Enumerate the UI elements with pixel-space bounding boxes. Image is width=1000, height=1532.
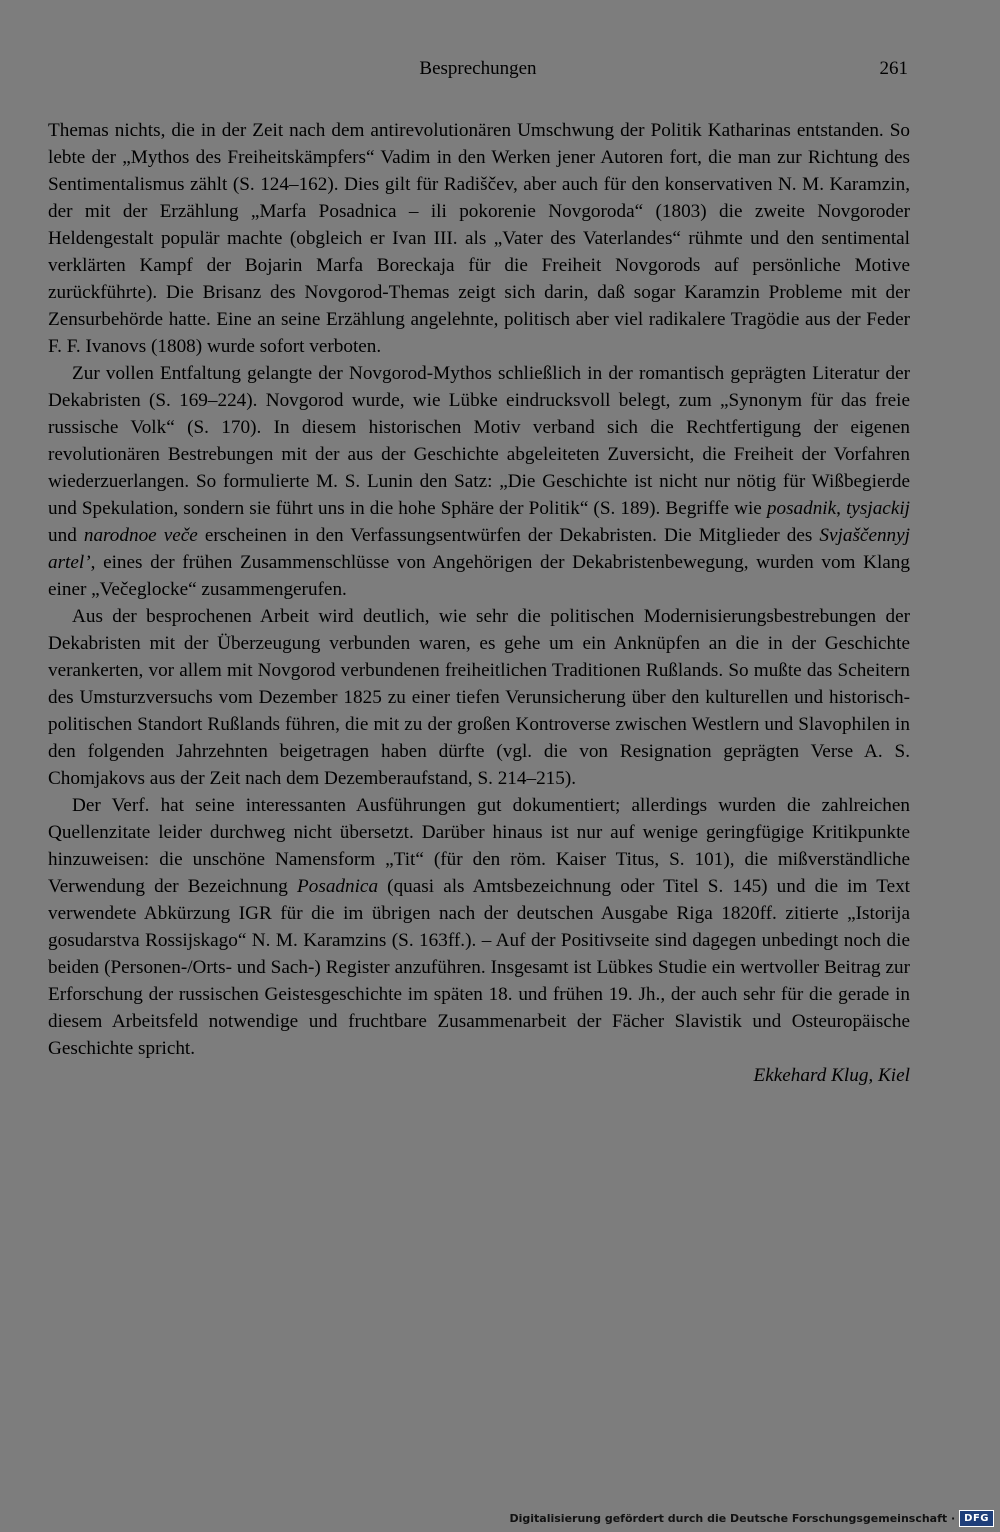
credit-text: Digitalisierung gefördert durch die Deutsche Forschungsgemeinschaft · [509,1511,956,1525]
paragraph-4-text-b: (quasi als Amtsbezeichnung oder Titel S. 145) und die im Text verwendete Abkürzung IGR für die im übrigen nach der deutschen Ausgabe Riga 1820ff. zitierte „Istorija gosudarstva Rossijskago“ N. M. Karamzins (S. 163ff.). – Auf der Positivseite sind dagegen unbedingt noch die beiden (Personen-/Orts- und Sach-) Register anzuführen. Insgesamt ist Lübkes Studie ein wertvoller Beitrag zur Erforschung der russischen Geistesgeschichte im späten 18. und frühen 19. Jh., der auch sehr für die gerade in diesem Arbeitsfeld notwendige und fruchtbare Zusammenarbeit der Fächer Slavistik und Osteuropäische Geschichte spricht. [48,876,911,1059]
review-body [48,117,910,1089]
paragraph-4-text-a: Der Verf. hat seine interessanten Ausführungen gut dokumentiert; allerdings wurden die zahlreichen Quellenzitate leider durchweg nicht übersetzt. Darüber hinaus ist nur auf wenige geringfügige Kritikpunkte hinzuweisen: die unschöne Namensform „Tit“ (für den röm. Kaiser Titus, S. 101), die mißverständliche Verwendung der Bezeichnung [48,795,910,897]
page-number: 261 [879,58,908,79]
term-posadnica: Posadnica [297,876,379,897]
paragraph-4 [48,792,910,1062]
term-svjashchennyj-artel: Svjaščennyj artel’ [48,525,910,573]
reviewer-signature: Ekkehard Klug, Kiel [753,1065,910,1086]
separator: und [48,525,84,546]
term-tysjackij: tysjackij [846,498,910,519]
digitization-credit [509,1508,994,1528]
paragraph-3: Aus der besprochenen Arbeit wird deutlich, wie sehr die politischen Modernisierungsbestrebungen der Dekabristen mit der Überzeugung verbunden waren, es gehe um ein Anknüpfen an die in der Geschichte verankerten, vor allem mit Novgorod verbundenen freiheitlichen Traditionen Rußlands. So mußte das Scheitern des Umsturzversuchs vom Dezember 1825 zu einer tiefen Verunsicherung über den kulturellen und historisch-politischen Standort Rußlands führen, die mit zu der großen Kontroverse zwischen Westlern und Slavophilen in den folgenden Jahrzehnten beigetragen haben dürfte (vgl. die von Resignation geprägten Verse A. S. Chomjakovs aus der Zeit nach dem Dezemberaufstand, S. 214–215). [48,606,910,789]
paragraph-2-text-c: , eines der frühen Zusammenschlüsse von Angehörigen der Dekabristenbewegung, wurden vom Klang einer „Večeglocke“ zusammengerufen. [48,552,910,600]
running-head [48,58,908,88]
term-narodnoe-veche: narodnoe veče [83,525,198,546]
paragraph-2-text-b: erscheinen in den Verfassungsentwürfen der Dekabristen. Die Mitglieder des [197,525,820,546]
paragraph-2 [48,360,910,603]
separator: , [836,498,847,519]
paragraph-1: Themas nichts, die in der Zeit nach dem antirevolutionären Umschwung der Politik Katharinas entstanden. So lebte der „Mythos des Freiheitskämpfers“ Vadim in den Werken jener Autoren fort, die man zur Richtung des Sentimentalismus zählt (S. 124–162). Dies gilt für Radiščev, aber auch für den konservativen N. M. Karamzin, der mit der Erzählung „Marfa Posadnica – ili pokorenie Novgoroda“ (1803) die zweite Novgoroder Heldengestalt populär machte (obgleich er Ivan III. als „Vater des Vaterlandes“ rühmte und den sentimental verklärten Kampf der Bojarin Marfa Boreckaja für die Freiheit Novgorods auf persönliche Motive zurückführte). Die Brisanz des Novgorod-Themas zeigt sich darin, daß sogar Karamzin Probleme mit der Zensurbehörde hatte. Eine an seine Erzählung angelehnte, politisch aber viel radikalere Tragödie aus der Feder F. F. Ivanovs (1808) wurde sofort verboten. [48,120,910,357]
running-head-title: Besprechungen [419,58,537,79]
dfg-logo: DFG [959,1510,994,1527]
term-posadnik: posadnik [766,498,837,519]
paragraph-2-text-a: Zur vollen Entfaltung gelangte der Novgorod-Mythos schließlich in der romantisch geprägten Literatur der Dekabristen (S. 169–224). Novgorod wurde, wie Lübke eindrucksvoll belegt, zum „Synonym für das freie russische Volk“ (S. 170). In diesem historischen Motiv verband sich die Rechtfertigung der eigenen revolutionären Bestrebungen mit der aus der Geschichte abgeleiteten Zuversicht, die Freiheit der Vorfahren wiederzuerlangen. So formulierte M. S. Lunin den Satz: „Die Geschichte ist nicht nur nötig für Wißbegierde und Spekulation, sondern sie führt uns in die hohe Sphäre der Politik“ (S. 189). Begriffe wie [48,363,910,519]
